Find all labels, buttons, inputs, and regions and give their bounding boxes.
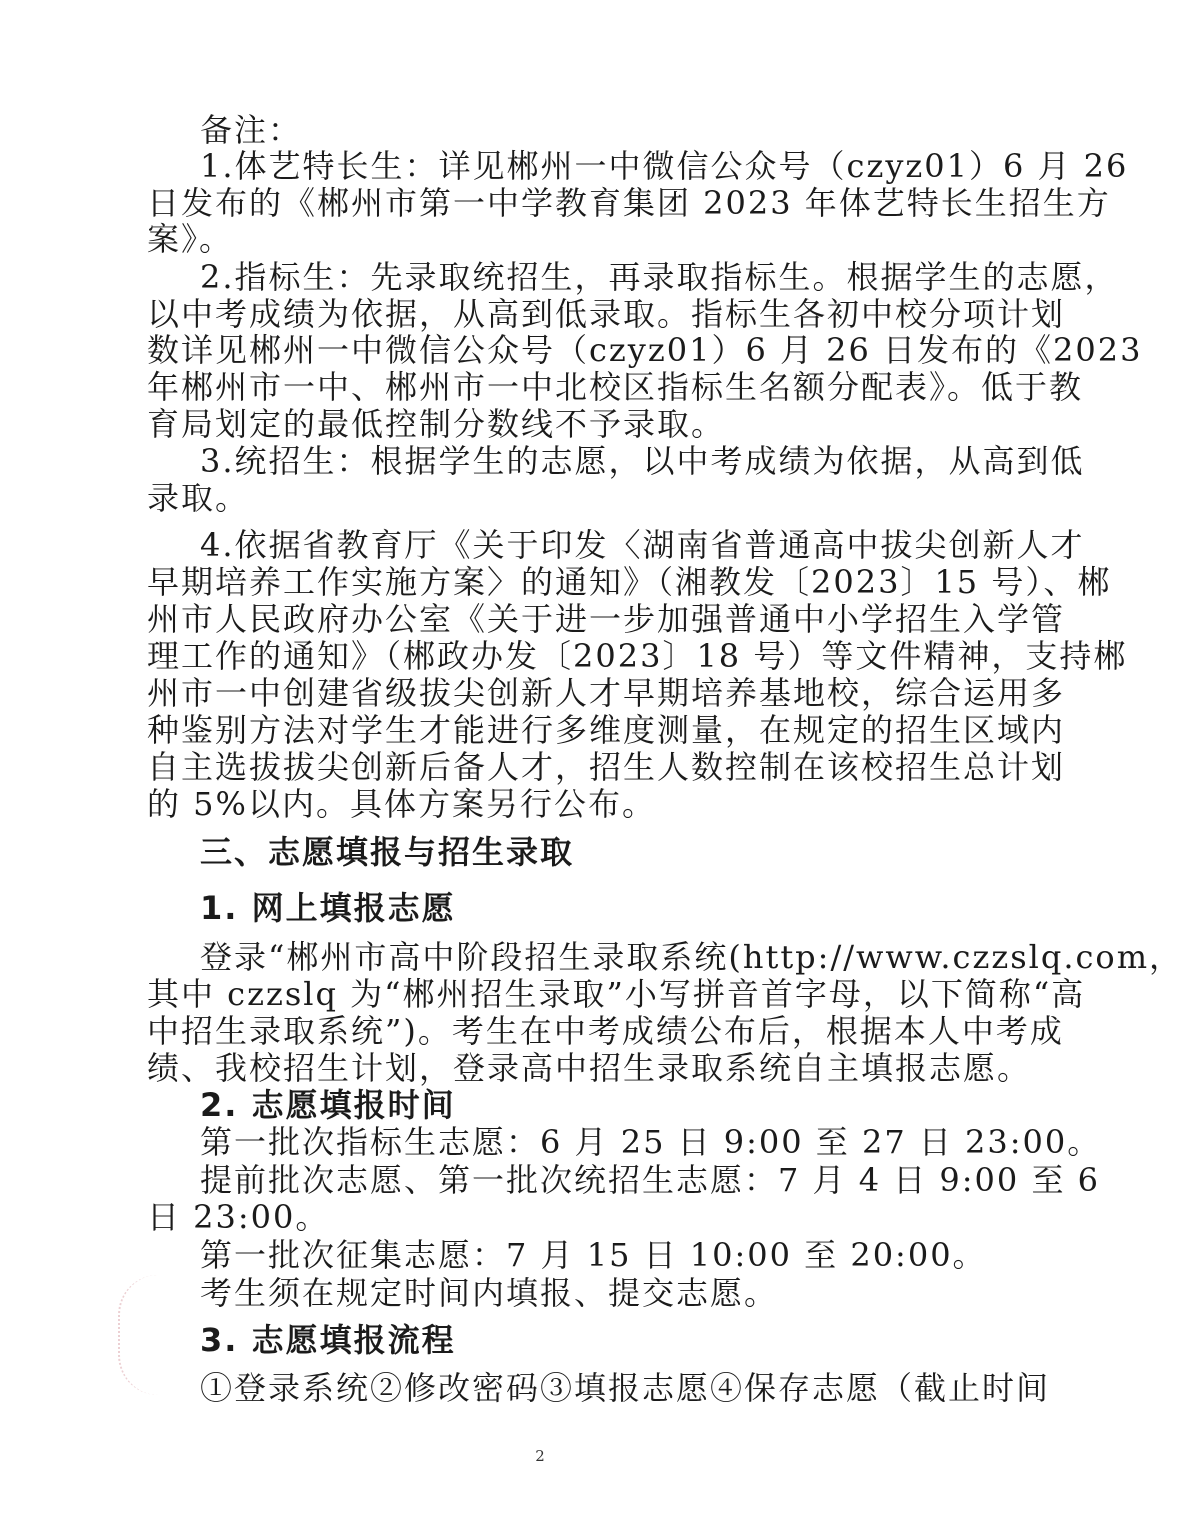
item4-line2: 早期培养工作实施方案〉的通知》（湘教发〔2023〕15 号）、郴: [147, 563, 1112, 601]
item2-line4: 年郴州市一中、郴州市一中北校区指标生名额分配表》。低于教: [147, 368, 1084, 406]
item4-line6: 种鉴别方法对学生才能进行多维度测量，在规定的招生区域内: [147, 711, 1066, 749]
item4-line5: 州市一中创建省级拔尖创新人才早期培养基地校，综合运用多: [147, 674, 1066, 712]
sub1-line4: 绩、我校招生计划，登录高中招生录取系统自主填报志愿。: [147, 1049, 1032, 1087]
item2-line2: 以中考成绩为依据，从高到低录取。指标生各初中校分项计划: [147, 295, 1066, 333]
item2-line5: 育局划定的最低控制分数线不予录取。: [147, 405, 726, 443]
item1-line3: 案》。: [147, 220, 234, 258]
item4-line4: 理工作的通知》（郴政办发〔2023〕18 号）等文件精神，支持郴: [147, 637, 1128, 675]
sub2-line1: 第一批次指标生志愿：6 月 25 日 9:00 至 27 日 23:00。: [200, 1123, 1102, 1161]
item3-line2: 录取。: [147, 479, 250, 517]
sub1-line2: 其中 czzslq 为“郴州招生录取”小写拼音首字母，以下简称“高: [147, 975, 1086, 1013]
sub3-line1: ①登录系统②修改密码③填报志愿④保存志愿（截止时间: [200, 1369, 1051, 1407]
page-number: 2: [535, 1447, 545, 1465]
scan-stain: [118, 1275, 190, 1395]
item4-line7: 自主选拔拔尖创新后备人才，招生人数控制在该校招生总计划: [147, 748, 1066, 786]
item2-line1: 2.指标生：先录取统招生，再录取指标生。根据学生的志愿，: [200, 258, 1119, 296]
sub3-heading: 3. 志愿填报流程: [200, 1321, 456, 1359]
item4-line1: 4.依据省教育厅《关于印发〈湖南省普通高中拔尖创新人才: [200, 526, 1085, 564]
sub2-line3: 日 23:00。: [147, 1198, 330, 1236]
item4-line8: 的 5%以内。具体方案另行公布。: [147, 785, 656, 823]
item4-line3: 州市人民政府办公室《关于进一步加强普通中小学招生入学管: [147, 600, 1066, 638]
sub1-heading: 1. 网上填报志愿: [200, 889, 456, 927]
note-title: 备注：: [200, 111, 303, 149]
item3-line1: 3.统招生：根据学生的志愿，以中考成绩为依据，从高到低: [200, 442, 1085, 480]
sub2-line4: 第一批次征集志愿：7 月 15 日 10:00 至 20:00。: [200, 1236, 987, 1274]
item1-line1: 1.体艺特长生：详见郴州一中微信公众号（czyz01）6 月 26: [200, 147, 1129, 185]
item1-line2: 日发布的《郴州市第一中学教育集团 2023 年体艺特长生招生方: [147, 184, 1111, 222]
sub2-line2: 提前批次志愿、第一批次统招生志愿：7 月 4 日 9:00 至 6: [200, 1161, 1100, 1199]
sub1-line1: 登录“郴州市高中阶段招生录取系统(http://www.czzslq.com，: [200, 938, 1183, 976]
sub1-line3: 中招生录取系统”)。考生在中考成绩公布后，根据本人中考成: [147, 1012, 1064, 1050]
section3-heading: 三、志愿填报与招生录取: [200, 833, 575, 871]
sub2-heading: 2. 志愿填报时间: [200, 1086, 456, 1124]
item2-line3: 数详见郴州一中微信公众号（czyz01）6 月 26 日发布的《2023: [147, 331, 1143, 369]
sub2-line5: 考生须在规定时间内填报、提交志愿。: [200, 1274, 779, 1312]
